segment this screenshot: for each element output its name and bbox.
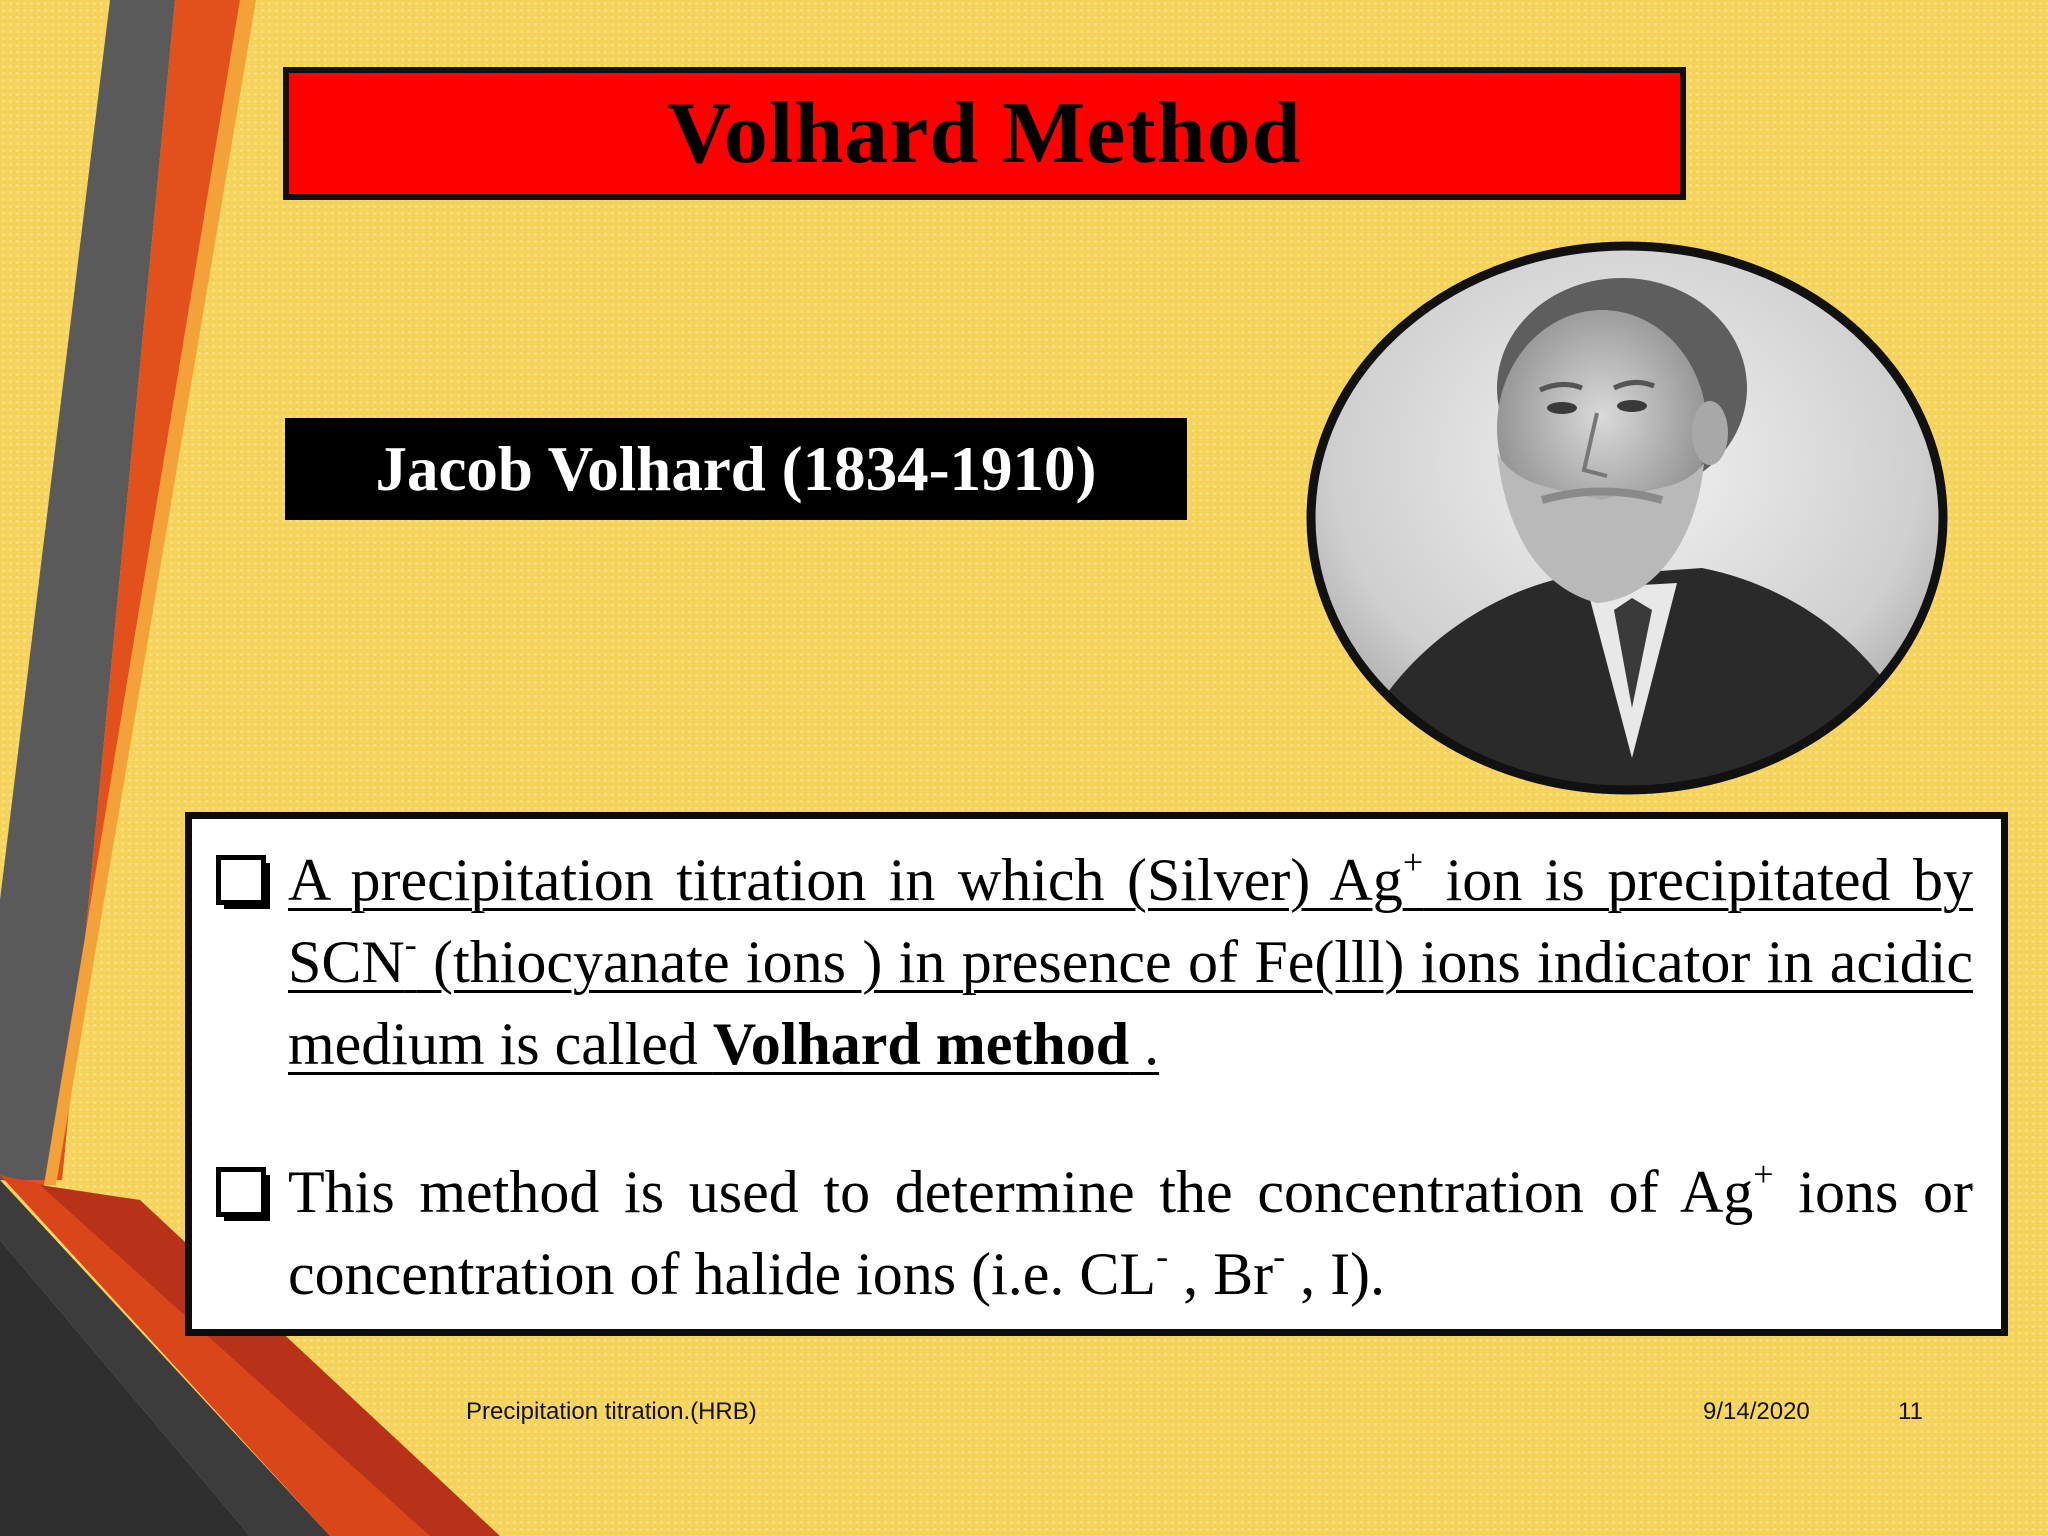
bullet-text-part: , I).	[1285, 1241, 1386, 1307]
bullet-text-part: This method is used to determine the concentration of Ag	[288, 1159, 1754, 1225]
footer-date: 9/14/2020	[1703, 1398, 1810, 1425]
slide-title: Volhard Method	[667, 85, 1302, 182]
bullet-item-usage	[216, 1151, 1973, 1315]
superscript-minus: -	[404, 924, 417, 964]
person-label-box	[285, 418, 1187, 520]
footer-title: Precipitation titration.(HRB)	[466, 1398, 757, 1425]
bullet-text-part: ions or concentration of halide ions (i.e. CL	[288, 1159, 1974, 1307]
bullet-text-part: (thiocyanate ions ) in presence of Fe(lll) ions indicator in acidic medium is called	[288, 929, 1973, 1077]
bullet-text-part: ion is precipitated by SCN	[288, 847, 1973, 995]
footer-page-number: 11	[1898, 1398, 1923, 1425]
definition-box	[185, 812, 2008, 1336]
person-label: Jacob Volhard (1834-1910)	[375, 433, 1097, 504]
superscript-plus: +	[1753, 1154, 1774, 1194]
bullet-text-definition	[288, 839, 1973, 1085]
bold-term: Volhard method	[712, 1011, 1130, 1077]
bullet-text-usage	[288, 1151, 1973, 1315]
bullet-text-part: .	[1129, 1011, 1160, 1077]
superscript-minus: -	[1156, 1236, 1169, 1276]
superscript-minus: -	[1273, 1236, 1286, 1276]
checkbox-bullet-icon	[216, 855, 266, 905]
slide-title-box	[283, 67, 1686, 200]
superscript-plus: +	[1402, 842, 1424, 882]
checkbox-bullet-icon	[216, 1167, 266, 1217]
bullet-item-definition	[216, 839, 1973, 1085]
bullet-text-part: A precipitation titration in which (Silver) Ag	[288, 847, 1403, 913]
bullet-text-part: , Br	[1168, 1241, 1274, 1307]
portrait-photo-icon	[1302, 238, 1952, 798]
